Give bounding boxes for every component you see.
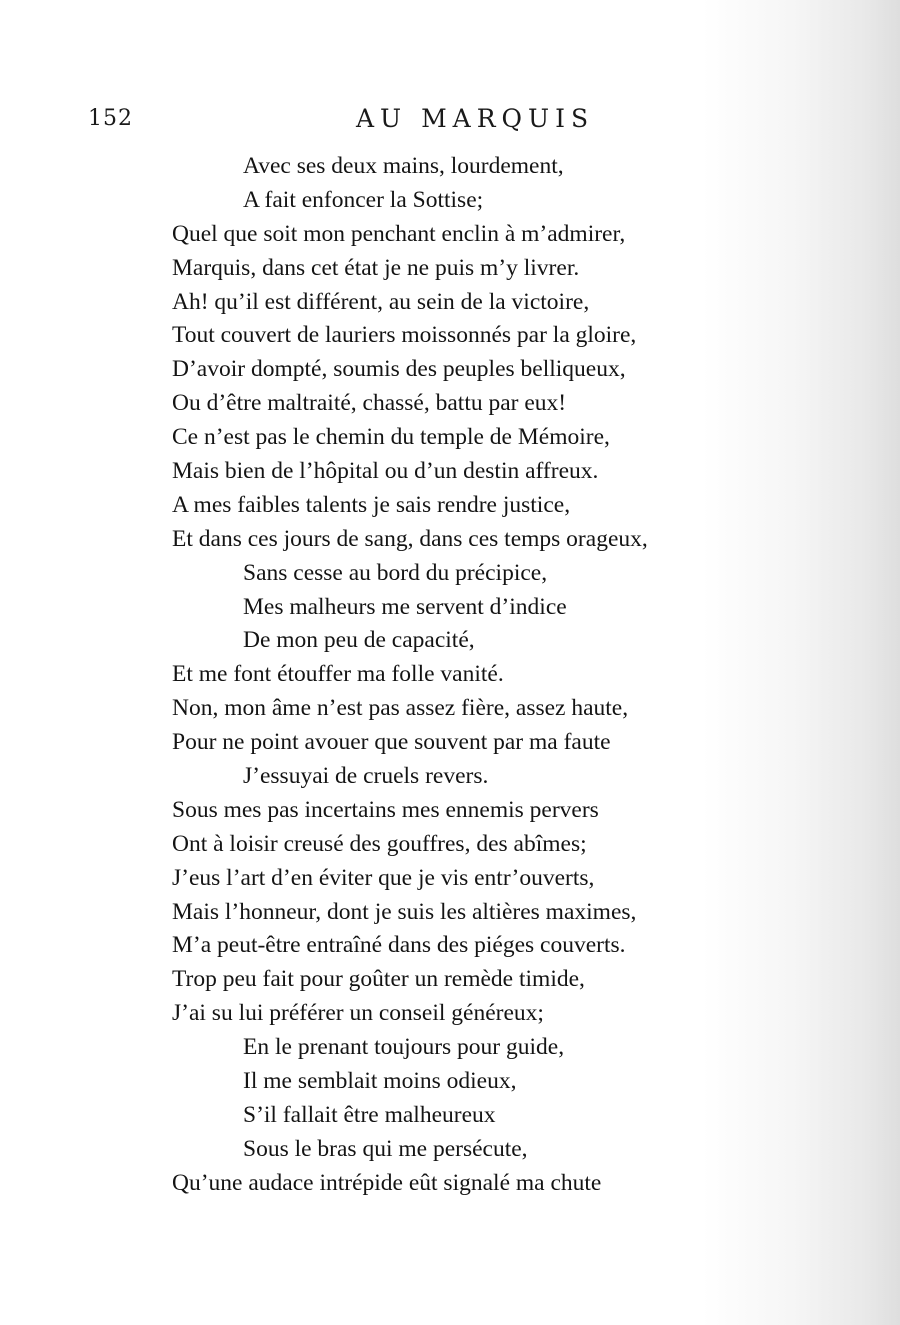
verse-line: Non, mon âme n’est pas assez fière, assez haute, (172, 695, 629, 722)
verse-line: Et me font étouffer ma folle vanité. (172, 661, 504, 688)
section-title: AU MARQUIS (356, 104, 595, 133)
verse-line: Sous le bras qui me persécute, (243, 1135, 528, 1162)
verse-line: Mes malheurs me servent d’indice (243, 593, 567, 620)
verse-line: J’ai su lui préférer un conseil généreux; (172, 1000, 544, 1027)
verse-line: Mais bien de l’hôpital ou d’un destin affreux. (172, 458, 599, 485)
verse-line: Quel que soit mon penchant enclin à m’admirer, (172, 220, 626, 247)
verse-line: Ou d’être maltraité, chassé, battu par eux! (172, 390, 567, 417)
verse-line: Sans cesse au bord du précipice, (243, 559, 548, 586)
verse-line: A mes faibles talents je sais rendre justice, (172, 491, 571, 518)
verse-line: Sous mes pas incertains mes ennemis pervers (172, 796, 599, 823)
verse-line: Mais l’honneur, dont je suis les altières maximes, (172, 898, 637, 925)
verse-line: Et dans ces jours de sang, dans ces temps orageux, (172, 525, 648, 552)
verse-line: De mon peu de capacité, (243, 627, 475, 654)
verse-line: Avec ses deux mains, lourdement, (243, 153, 564, 179)
verse-line: Ont à loisir creusé des gouffres, des abîmes; (172, 830, 587, 857)
verse-line: Trop peu fait pour goûter un remède timide, (172, 966, 585, 993)
verse-line: En le prenant toujours pour guide, (243, 1034, 565, 1061)
verse-line: J’essuyai de cruels revers. (243, 763, 489, 790)
verse-line: Tout couvert de lauriers moissonnés par la gloire, (172, 322, 637, 349)
verse-line: Pour ne point avouer que souvent par ma faute (172, 729, 611, 756)
verse-line: J’eus l’art d’en éviter que je vis entr’ouverts, (172, 864, 595, 891)
verse-line: Ah! qu’il est différent, au sein de la victoire, (172, 288, 590, 315)
verse-line: M’a peut-être entraîné dans des piéges couverts. (172, 932, 626, 959)
verse-line: Ce n’est pas le chemin du temple de Mémoire, (172, 424, 610, 451)
verse-line: S’il fallait être malheureux (243, 1101, 496, 1128)
verse-line: D’avoir dompté, soumis des peuples belliqueux, (172, 356, 626, 383)
verse-line: Marquis, dans cet état je ne puis m’y livrer. (172, 254, 580, 281)
poem-body (0, 150, 900, 1201)
verse-line: A fait enfoncer la Sottise; (243, 186, 484, 213)
running-head (0, 104, 900, 138)
verse-line: Il me semblait moins odieux, (243, 1068, 517, 1095)
page-number: 152 (88, 106, 133, 131)
verse-line: Qu’une audace intrépide eût signalé ma chute (172, 1169, 602, 1196)
